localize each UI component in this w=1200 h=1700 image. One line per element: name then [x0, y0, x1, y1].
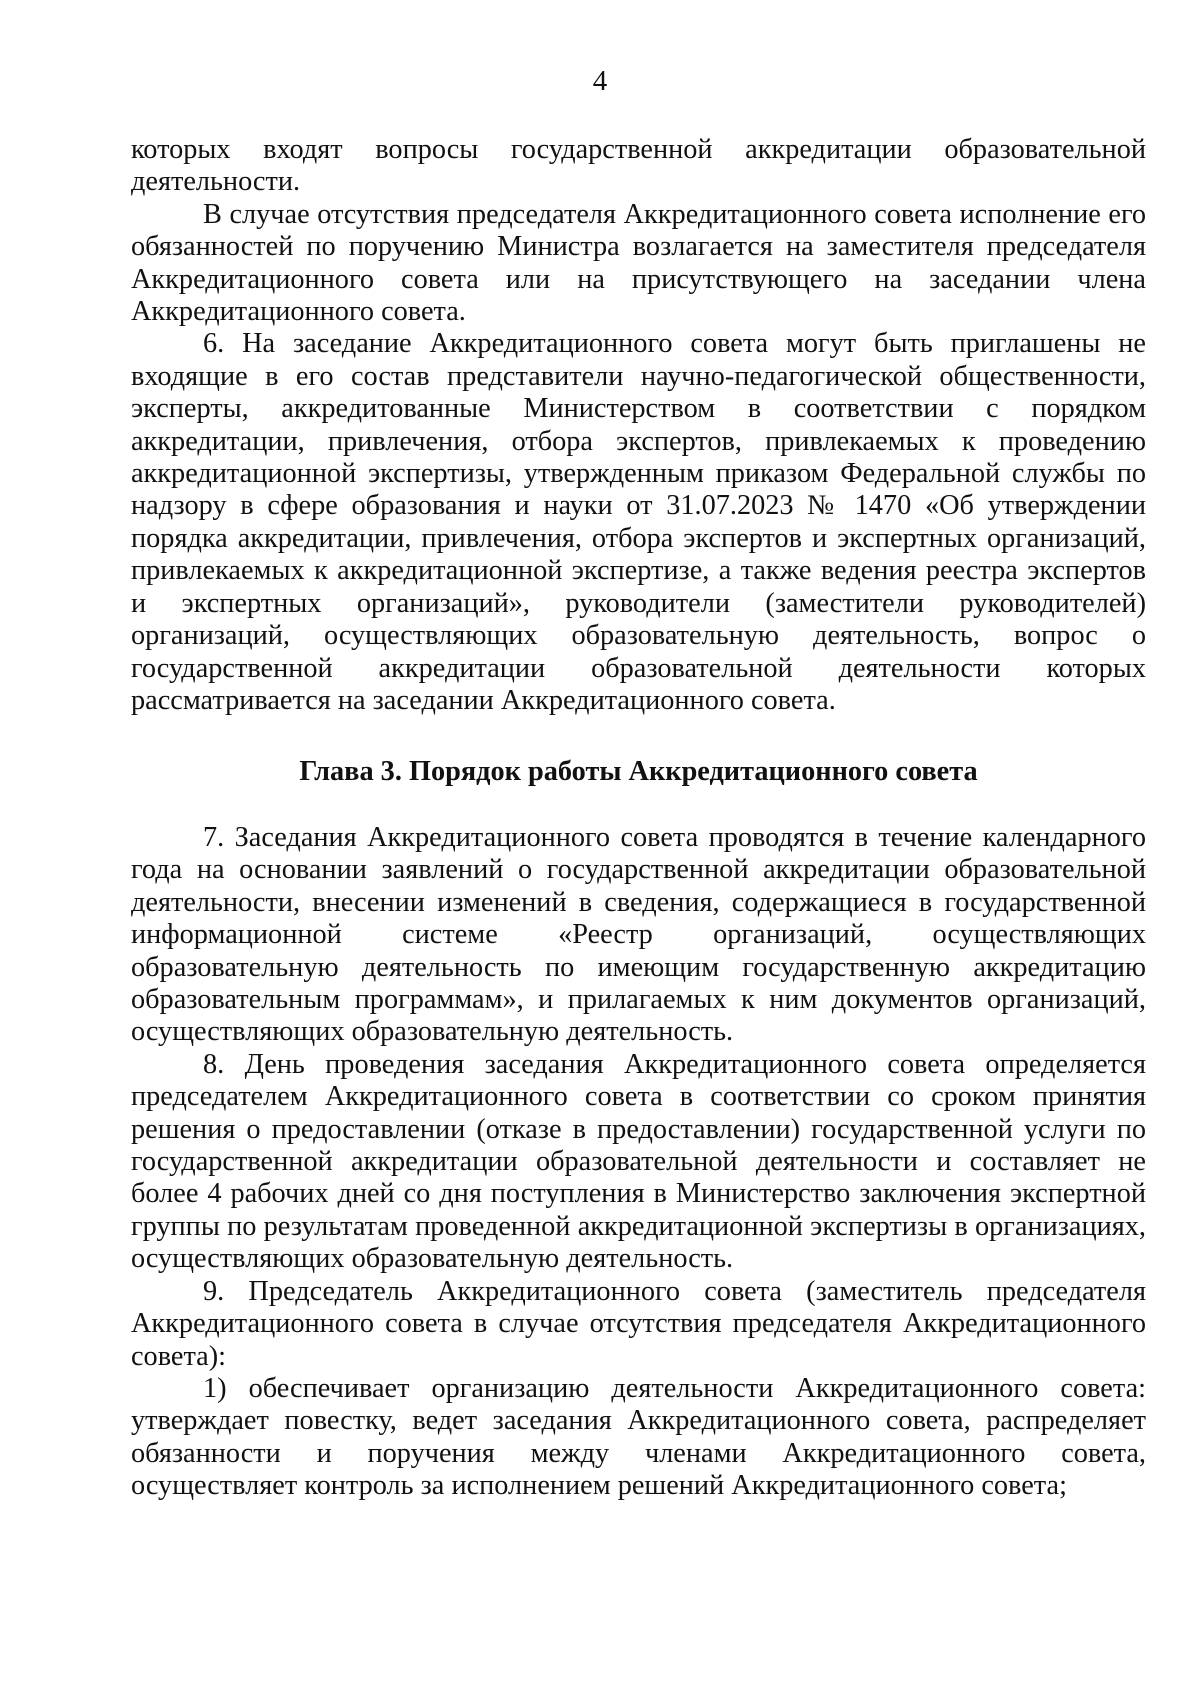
- paragraph-continuation: которых входят вопросы государственной аккредитации образовательной деятельности.: [131, 134, 1146, 198]
- paragraph-item-9: 9. Председатель Аккредитационного совета (заместитель председателя Аккредитационного совета в случае отсутствия председателя Аккредитационного совета):: [131, 1275, 1146, 1372]
- paragraph-item-7: 7. Заседания Аккредитационного совета проводятся в течение календарного года на основании заявлений о государственной аккредитации образовательной деятельности, внесении изменений в сведения, содержащиеся в государственной информационной системе «Реестр организаций, осуществляющих образовательную деятельность по имеющим государственную аккредитацию образовательным программам», и прилагаемых к ним документов организаций, осуществляющих образовательную деятельность.: [131, 822, 1146, 1048]
- paragraph-item-8: 8. День проведения заседания Аккредитационного совета определяется председателем Аккредитационного совета в соответствии со сроком принятия решения о предоставлении (отказе в предоставлении) государственной услуги по государственной аккредитации образовательной деятельности и составляет не более 4 рабочих дней со дня поступления в Министерство заключения экспертной группы по результатам проведенной аккредитационной экспертизы в организациях, осуществляющих образовательную деятельность.: [131, 1048, 1146, 1275]
- paragraph-subitem-1: 1) обеспечивает организацию деятельности Аккредитационного совета: утверждает повестку, ведет заседания Аккредитационного совета, распределяет обязанности и поручения между членами Аккредитационного совета, осуществляет контроль за исполнением решений Аккредитационного совета;: [131, 1372, 1146, 1502]
- paragraph-item-6: 6. На заседание Аккредитационного совета могут быть приглашены не входящие в его состав представители научно-педагогической общественности, эксперты, аккредитованные Министерством в соответствии с порядком аккредитации, привлечения, отбора экспертов, привлекаемых к проведению аккредитационной экспертизы, утвержденным приказом Федеральной службы по надзору в сфере образования и науки от 31.07.2023 № 1470 «Об утверждении порядка аккредитации, привлечения, отбора экспертов и экспертных организаций, привлекаемых к аккредитационной экспертизе, а также ведения реестра экспертов и экспертных организаций», руководители (заместители руководителей) организаций, осуществляющих образовательную деятельность, вопрос о государственной аккредитации образовательной деятельности которых рассматривается на заседании Аккредитационного совета.: [131, 328, 1146, 716]
- paragraph-chair-absence: В случае отсутствия председателя Аккредитационного совета исполнение его обязанностей по поручению Министра возлагается на заместителя председателя Аккредитационного совета или на присутствующего на заседании члена Аккредитационного совета.: [131, 198, 1146, 328]
- chapter-heading: Глава 3. Порядок работы Аккредитационного совета: [299, 756, 978, 787]
- text-block-bottom: [131, 822, 1146, 1503]
- page-number: 4: [592, 65, 608, 97]
- text-block-top: [131, 134, 1146, 717]
